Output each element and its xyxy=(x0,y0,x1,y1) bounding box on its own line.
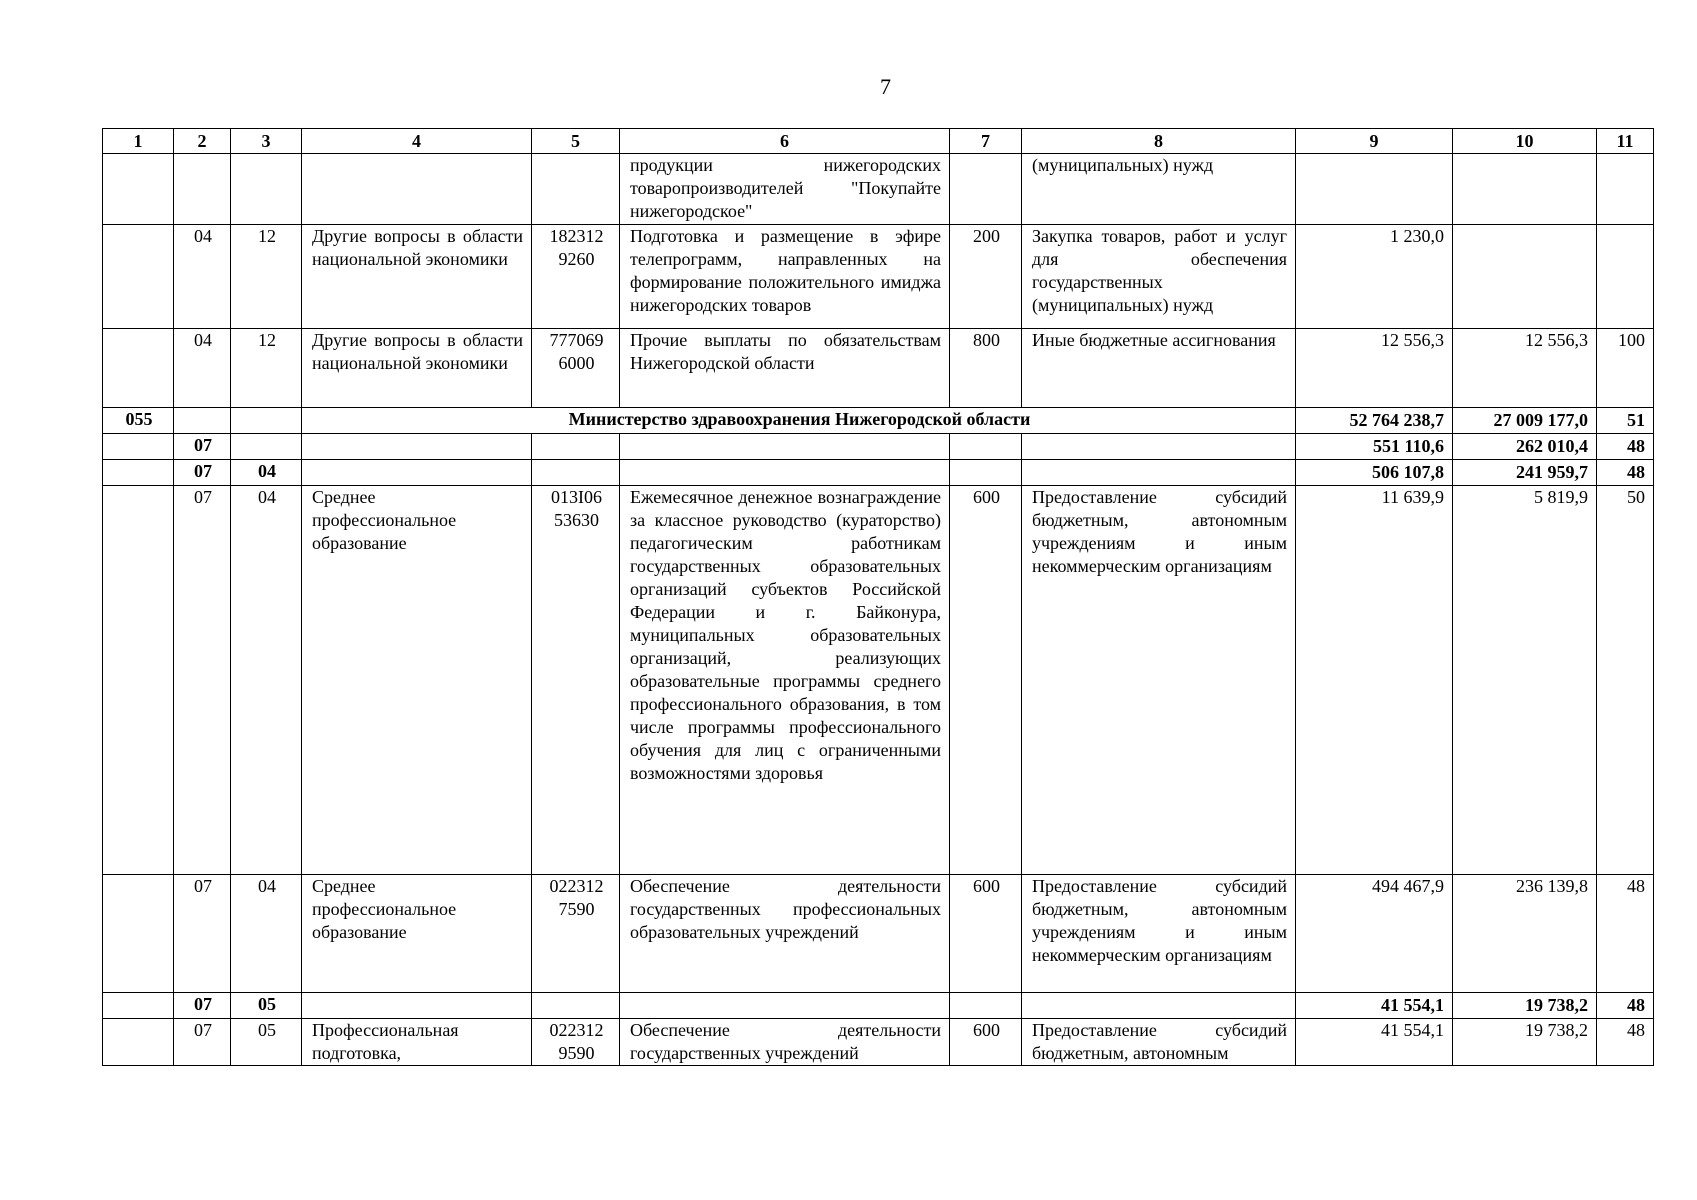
cell-purpose: продукции нижегородских товаропроизводителей "Покупайте нижегородское" xyxy=(620,154,950,225)
cell-subsection: 05 xyxy=(231,993,302,1019)
cell-section-name: Другие вопросы в области национальной экономики xyxy=(302,225,532,329)
cell-expense-code: 600 xyxy=(950,486,1022,875)
cell-section: 07 xyxy=(174,434,231,460)
col-header-3: 3 xyxy=(231,129,302,154)
header-row xyxy=(103,129,1654,154)
cell-section-name: Среднее профессиональное образование xyxy=(302,875,532,993)
col-header-10: 10 xyxy=(1453,129,1597,154)
cell-section-name: Профессиональная подготовка, xyxy=(302,1019,532,1066)
cell-plan: 506 107,8 xyxy=(1296,460,1453,486)
cell-subsection: 05 xyxy=(231,1019,302,1066)
subsection-total-row xyxy=(103,993,1654,1019)
cell-percent: 48 xyxy=(1597,993,1654,1019)
table-row xyxy=(103,329,1654,408)
cell-expense-type: Предоставление субсидий бюджетным, автономным учреждениям и иным некоммерческим организациям xyxy=(1022,486,1296,875)
cell-target-article: 022312 7590 xyxy=(532,875,620,993)
cell-plan: 11 639,9 xyxy=(1296,486,1453,875)
cell-actual: 5 819,9 xyxy=(1453,486,1597,875)
section-total-row xyxy=(103,434,1654,460)
cell-percent: 48 xyxy=(1597,460,1654,486)
cell-section: 07 xyxy=(174,486,231,875)
cell-plan: 41 554,1 xyxy=(1296,993,1453,1019)
cell-section-name: Другие вопросы в области национальной экономики xyxy=(302,329,532,408)
page-number: 7 xyxy=(880,74,891,99)
col-header-2: 2 xyxy=(174,129,231,154)
cell-percent: 50 xyxy=(1597,486,1654,875)
cell-plan: 52 764 238,7 xyxy=(1296,408,1453,434)
cell-subsection: 12 xyxy=(231,329,302,408)
cell-subsection: 04 xyxy=(231,875,302,993)
col-header-5: 5 xyxy=(532,129,620,154)
table-row xyxy=(103,225,1654,329)
subsection-total-row xyxy=(103,460,1654,486)
table-row xyxy=(103,875,1654,993)
budget-table xyxy=(102,128,1654,1066)
cell-purpose: Обеспечение деятельности государственных учреждений xyxy=(620,1019,950,1066)
cell-subsection: 04 xyxy=(231,460,302,486)
cell-section: 07 xyxy=(174,460,231,486)
cell-percent: 48 xyxy=(1597,434,1654,460)
cell-section: 07 xyxy=(174,1019,231,1066)
cell-target-article: 182312 9260 xyxy=(532,225,620,329)
cell-expense-code: 600 xyxy=(950,875,1022,993)
cell-actual: 262 010,4 xyxy=(1453,434,1597,460)
department-row xyxy=(103,408,1654,434)
cell-percent xyxy=(1597,225,1654,329)
col-header-6: 6 xyxy=(620,129,950,154)
cell-expense-type: (муниципальных) нужд xyxy=(1022,154,1296,225)
cell-subsection: 04 xyxy=(231,486,302,875)
col-header-7: 7 xyxy=(950,129,1022,154)
col-header-9: 9 xyxy=(1296,129,1453,154)
cell-expense-code: 800 xyxy=(950,329,1022,408)
cell-section: 07 xyxy=(174,875,231,993)
cell-actual: 12 556,3 xyxy=(1453,329,1597,408)
cell-actual: 19 738,2 xyxy=(1453,1019,1597,1066)
cell-plan: 494 467,9 xyxy=(1296,875,1453,993)
cell-section: 04 xyxy=(174,329,231,408)
cell-percent: 100 xyxy=(1597,329,1654,408)
cell-target-article: 013I06 53630 xyxy=(532,486,620,875)
cell-plan: 41 554,1 xyxy=(1296,1019,1453,1066)
cell-actual: 19 738,2 xyxy=(1453,993,1597,1019)
cell-section: 07 xyxy=(174,993,231,1019)
cell-department-code: 055 xyxy=(103,408,174,434)
cell-target-article: 777069 6000 xyxy=(532,329,620,408)
cell-expense-type: Закупка товаров, работ и услуг для обеспечения государственных (муниципальных) нужд xyxy=(1022,225,1296,329)
cell-section: 04 xyxy=(174,225,231,329)
cell-percent: 48 xyxy=(1597,875,1654,993)
cell-plan: 551 110,6 xyxy=(1296,434,1453,460)
cell-purpose: Обеспечение деятельности государственных профессиональных образовательных учреждений xyxy=(620,875,950,993)
col-header-1: 1 xyxy=(103,129,174,154)
cell-purpose: Подготовка и размещение в эфире телепрограмм, направленных на формирование положительного имиджа нижегородских товаров xyxy=(620,225,950,329)
cell-actual: 27 009 177,0 xyxy=(1453,408,1597,434)
cell-purpose: Ежемесячное денежное вознаграждение за классное руководство (кураторство) педагогическим работникам государственных образовательных организаций субъектов Российской Федерации и г. Байконура, муниципальных образовательных организаций, реализующих образовательные программы среднего профессионального образования, в том числе программы профессионального обучения для лиц с ограниченными возможностями здоровья xyxy=(620,486,950,875)
cell-section-name: Среднее профессиональное образование xyxy=(302,486,532,875)
col-header-11: 11 xyxy=(1597,129,1654,154)
cell-expense-code: 600 xyxy=(950,1019,1022,1066)
cell-target-article: 022312 9590 xyxy=(532,1019,620,1066)
table-row xyxy=(103,486,1654,875)
col-header-4: 4 xyxy=(302,129,532,154)
cell-percent: 48 xyxy=(1597,1019,1654,1066)
cell-plan: 12 556,3 xyxy=(1296,329,1453,408)
col-header-8: 8 xyxy=(1022,129,1296,154)
cell-actual: 236 139,8 xyxy=(1453,875,1597,993)
department-name: Министерство здравоохранения Нижегородской области xyxy=(302,408,1296,434)
table-row xyxy=(103,154,1654,225)
cell-actual: 241 959,7 xyxy=(1453,460,1597,486)
table-row xyxy=(103,1019,1654,1066)
cell-plan: 1 230,0 xyxy=(1296,225,1453,329)
cell-purpose: Прочие выплаты по обязательствам Нижегородской области xyxy=(620,329,950,408)
cell-expense-type: Предоставление субсидий бюджетным, автономным xyxy=(1022,1019,1296,1066)
cell-expense-type: Иные бюджетные ассигнования xyxy=(1022,329,1296,408)
cell-subsection: 12 xyxy=(231,225,302,329)
cell-actual xyxy=(1453,225,1597,329)
cell-percent: 51 xyxy=(1597,408,1654,434)
cell-expense-type: Предоставление субсидий бюджетным, автономным учреждениям и иным некоммерческим организациям xyxy=(1022,875,1296,993)
cell-expense-code: 200 xyxy=(950,225,1022,329)
